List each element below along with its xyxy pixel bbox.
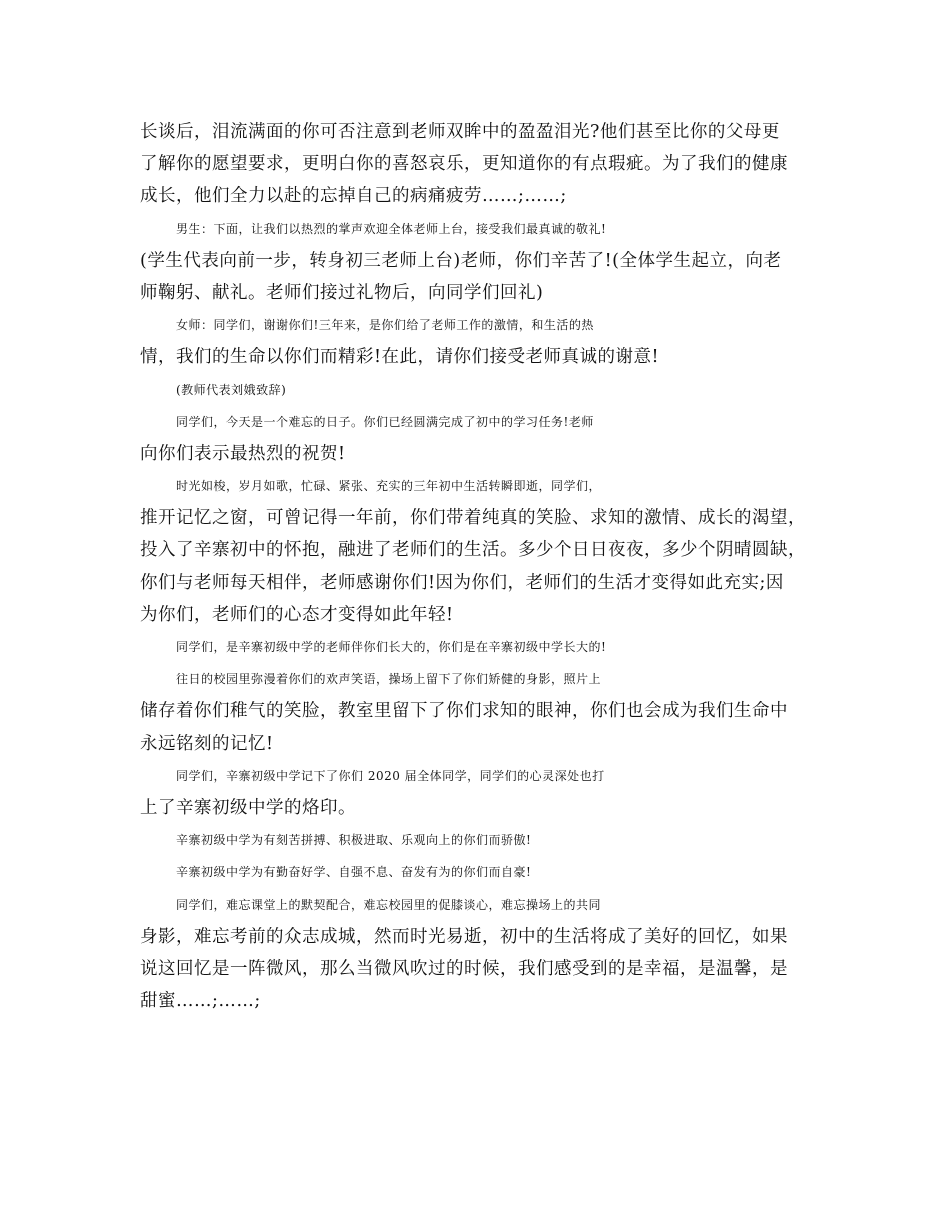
text-line: (学生代表向前一步，转身初三老师上台)老师，你们辛苦了!(全体学生起立，向老	[140, 250, 782, 271]
text-line: 辛寨初级中学为有刻苦拼搏、积极进取、乐观向上的你们而骄傲!	[176, 833, 532, 848]
text-line: 推开记忆之窗，可曾记得一年前，你们带着纯真的笑脸、求知的激情、成长的渴望，	[140, 508, 806, 529]
text-line: 说这回忆是一阵微风，那么当微风吹过的时候，我们感受到的是幸福，是温馨，是	[140, 958, 788, 979]
text-line: 同学们，是辛寨初级中学的老师伴你们长大的，你们是在辛寨初级中学长大的!	[176, 640, 607, 654]
text-line: 储存着你们稚气的笑脸，教室里留下了你们求知的眼神，你们也会成为我们生命中	[140, 701, 788, 722]
text-line: (教师代表刘娥致辞)	[176, 382, 287, 397]
text-line: 师鞠躬、献礼。老师们接过礼物后，向同学们回礼)	[140, 282, 544, 303]
text-line: 长谈后，泪流满面的你可否注意到老师双眸中的盈盈泪光?他们甚至比你的父母更	[140, 122, 780, 142]
text-line: 向你们表示最热烈的祝贺!	[140, 443, 346, 464]
text-line: 成长，他们全力以赴的忘掉自己的病痛疲劳……;……;	[140, 186, 567, 207]
text-line: 同学们，难忘课堂上的默契配合，难忘校园里的促膝谈心，难忘操场上的共同	[176, 897, 602, 912]
text-line: 时光如梭，岁月如歌，忙碌、紧张、充实的三年初中生活转瞬即逝，同学们，	[176, 479, 602, 494]
text-line: 为你们，老师们的心态才变得如此年轻!	[140, 604, 454, 625]
text-line: 同学们，今天是一个难忘的日子。你们已经圆满完成了初中的学习任务!老师	[176, 414, 594, 429]
text-line: 情，我们的生命以你们而精彩!在此，请你们接受老师真诚的谢意!	[140, 347, 660, 368]
text-line: 身影，难忘考前的众志成城，然而时光易逝，初中的生活将成了美好的回忆，如果	[140, 926, 788, 947]
text-line: 男生：下面，让我们以热烈的掌声欢迎全体老师上台，接受我们最真诚的敬礼!	[176, 221, 607, 236]
text-line: 往日的校园里弥漫着你们的欢声笑语，操场上留下了你们矫健的身影，照片上	[176, 672, 602, 687]
text-line: 投入了辛寨初中的怀抱，融进了老师们的生活。多少个日日夜夜，多少个阴晴圆缺，	[140, 540, 806, 561]
text-line: 了解你的愿望要求，更明白你的喜怒哀乐，更知道你的有点瑕疵。为了我们的健康	[140, 154, 788, 175]
text-line: 甜蜜……;……;	[140, 991, 261, 1012]
text-line: 女师：同学们，谢谢你们!三年来，是你们给了老师工作的激情，和生活的热	[176, 318, 594, 333]
text-line: 你们与老师每天相伴，老师感谢你们!因为你们，老师们的生活才变得如此充实;因	[140, 572, 784, 593]
text-line: 上了辛寨初级中学的烙印。	[140, 797, 356, 818]
text-line: 同学们，辛寨初级中学记下了你们 2020 届全体同学，同学们的心灵深处也打	[176, 768, 605, 783]
document-page	[140, 116, 820, 1017]
text-line: 辛寨初级中学为有勤奋好学、自强不息、奋发有为的你们而自豪!	[176, 865, 532, 880]
text-line: 永远铭刻的记忆!	[140, 733, 274, 754]
